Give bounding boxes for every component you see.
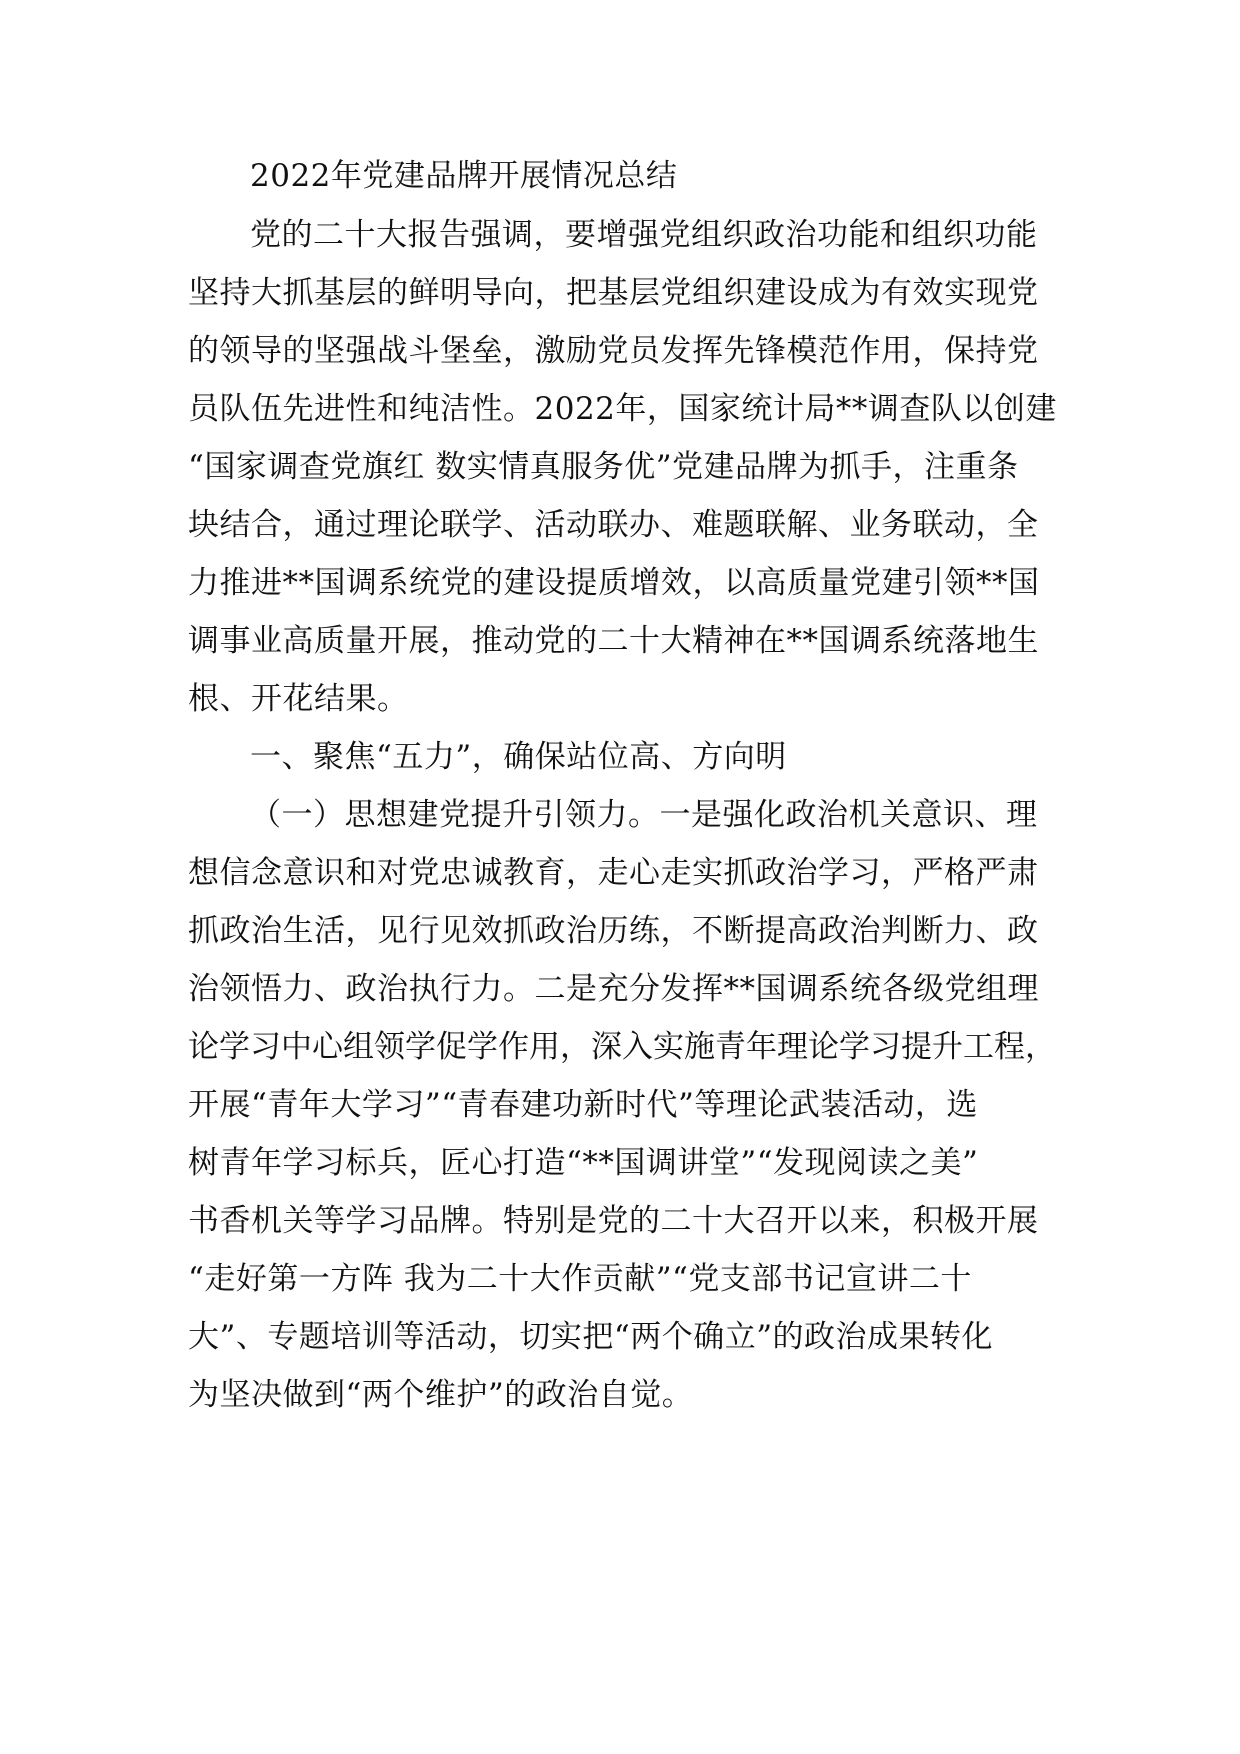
paragraph-line: 大”、专题培训等活动，切实把“两个确立”的政治成果转化 xyxy=(188,1319,994,1355)
paragraph-line: 为坚决做到“两个维护”的政治自觉。 xyxy=(188,1377,694,1413)
paragraph-line: 想信念意识和对党忠诚教育，走心走实抓政治学习，严格严肃 xyxy=(188,855,1039,891)
paragraph-line: 员队伍先进性和纯洁性。2022年，国家统计局**调查队以创建 xyxy=(188,391,1057,427)
document-title: 2022年党建品牌开展情况总结 xyxy=(250,158,678,194)
paragraph-line: 抓政治生活，见行见效抓政治历练，不断提高政治判断力、政 xyxy=(188,913,1039,949)
paragraph-line: 的领导的坚强战斗堡垒，激励党员发挥先锋模范作用，保持党 xyxy=(188,333,1039,369)
paragraph-line: “走好第一方阵 我为二十大作贡献”“党支部书记宣讲二十 xyxy=(188,1261,972,1297)
paragraph-line: 论学习中心组领学促学作用，深入实施青年理论学习提升工程， xyxy=(188,1029,1056,1065)
paragraph-line: “国家调查党旗红 数实情真服务优”党建品牌为抓手，注重条 xyxy=(188,449,1019,485)
paragraph-line: 党的二十大报告强调，要增强党组织政治功能和组织功能 xyxy=(250,217,1038,253)
paragraph-line: 坚持大抓基层的鲜明导向，把基层党组织建设成为有效实现党 xyxy=(188,275,1039,311)
paragraph-line: 书香机关等学习品牌。特别是党的二十大召开以来，积极开展 xyxy=(188,1203,1039,1239)
paragraph-line: 根、开花结果。 xyxy=(188,681,409,717)
paragraph-line: 树青年学习标兵，匠心打造“**国调讲堂”“发现阅读之美” xyxy=(188,1145,979,1181)
paragraph-line: 力推进**国调系统党的建设提质增效，以高质量党建引领**国 xyxy=(188,565,1040,601)
paragraph-line: （一）思想建党提升引领力。一是强化政治机关意识、理 xyxy=(250,797,1038,833)
paragraph-line: 调事业高质量开展，推动党的二十大精神在**国调系统落地生 xyxy=(188,623,1039,659)
paragraph-line: 治领悟力、政治执行力。二是充分发挥**国调系统各级党组理 xyxy=(188,971,1039,1007)
paragraph-line: 块结合，通过理论联学、活动联办、难题联解、业务联动，全 xyxy=(188,507,1039,543)
section-heading: 一、聚焦“五力”，确保站位高、方向明 xyxy=(250,739,787,775)
paragraph-line: 开展“青年大学习”“青春建功新时代”等理论武装活动，选 xyxy=(188,1087,978,1123)
